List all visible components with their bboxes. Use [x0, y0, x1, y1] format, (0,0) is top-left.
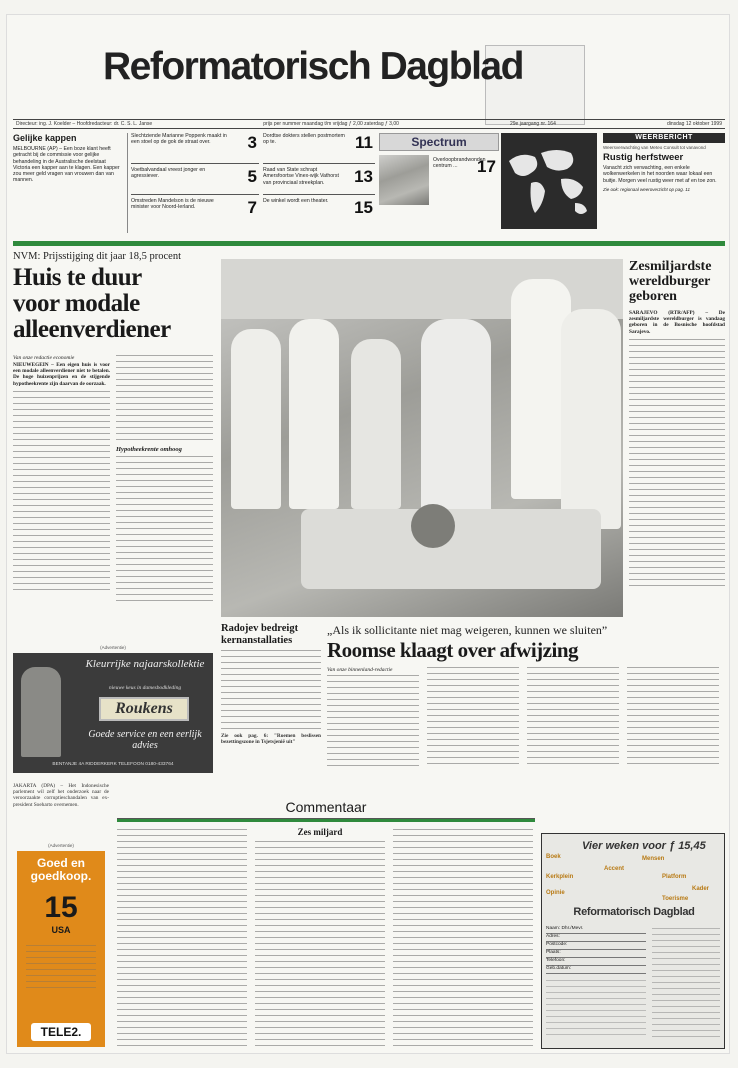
body-text-lines — [627, 667, 719, 767]
teaser-item[interactable] — [131, 164, 259, 194]
roomse-headline: Roomse klaagt over afwijzing — [327, 638, 578, 662]
body-text-lines — [116, 456, 213, 606]
weather-text: Vanacht zich verwachting, een enkele wolkenwerkelen in het noorden waar lokaal een buitje. Morgen veel rustig weer met af en toe zon. — [603, 165, 717, 184]
body-text-lines — [117, 829, 247, 1049]
ad-tele2-headline: Goed en goedkoop. — [30, 856, 92, 883]
teaser-strip — [13, 133, 725, 243]
divider — [127, 133, 128, 233]
ad-subscription-headline: Vier weken voor ƒ 15,45 — [582, 840, 706, 852]
teaser-item[interactable] — [263, 195, 375, 225]
body-text-lines — [13, 391, 110, 591]
body-text-lines — [393, 829, 533, 1049]
ad-address: BENTANJE 4A RIDDERKERK TELEFOON 0180-433764 — [52, 762, 174, 767]
headline-line: geboren — [629, 289, 677, 304]
ad-slogan: Goede service en een eerlijk advies — [88, 729, 202, 751]
photo-figure — [351, 339, 401, 509]
ad-subscription-brand: Reformatorisch Dagblad — [573, 906, 695, 918]
photo-figure — [231, 329, 281, 509]
main-byline: Van onze redactie economie — [13, 355, 75, 361]
ad-roukens-panel — [13, 653, 213, 773]
teaser-lead-title: Gelijke kappen — [13, 133, 77, 143]
main-headline — [13, 265, 213, 343]
roomse-quote: „Als ik sollicitante niet mag weigeren, kunnen we sluiten” — [327, 623, 608, 637]
headline-line: kernanstallaties — [221, 634, 293, 646]
volume-line: 29e jaargang nr. 164 — [509, 121, 556, 127]
weather-box — [603, 133, 725, 233]
body-text-lines — [255, 841, 385, 1049]
ad-word: Kerkplein — [546, 874, 574, 880]
teaser-column-1 — [131, 133, 259, 225]
body-text-lines — [527, 667, 619, 767]
teaser-item[interactable] — [263, 133, 375, 163]
spectrum-photo — [379, 155, 429, 205]
weather-title: Rustig herfstweer — [603, 152, 684, 163]
teaser-item-text: Dordtse dokters stellen postmortem op te. — [263, 133, 345, 146]
ad-script-title: Kleurrijke najaarskollektie — [85, 658, 205, 670]
body-text-lines — [629, 339, 725, 589]
ad-word: Platform — [662, 874, 687, 880]
spectrum-teaser[interactable] — [379, 133, 499, 229]
body-text-lines — [327, 675, 419, 767]
body-text-lines — [546, 980, 646, 1036]
photo-figure — [289, 319, 339, 509]
ad-roukens[interactable] — [13, 645, 213, 775]
director-line: Directeur: ing. J. Koelder – Hoofdredacteur: dr. C. S. L. Janse — [16, 121, 153, 127]
weather-footer: Zie ook: regionaal weeroverzicht op pag. 11 — [603, 186, 690, 192]
side-headline — [221, 623, 321, 646]
headline-line: alleenverdiener — [13, 316, 171, 343]
masthead-title: Reformatorisch Dagblad — [103, 45, 523, 88]
body-text-lines — [427, 667, 519, 767]
photo-figure — [421, 319, 491, 519]
photo-story — [629, 259, 725, 639]
teaser-item-page: 11 — [355, 133, 373, 152]
ad-model-photo — [21, 667, 61, 757]
ad-word: Opinie — [546, 890, 565, 896]
teaser-item-page: 17 — [477, 157, 496, 176]
ad-label: (Advertentie) — [100, 645, 126, 650]
teaser-item-page: 7 — [247, 198, 257, 217]
teaser-item[interactable] — [131, 133, 259, 163]
teaser-item-page: 3 — [247, 133, 257, 152]
teaser-item-text: Voetbalvandaal vreest jonger en agressiever. — [131, 167, 206, 180]
main-lead: NIEUWEGEIN – Een eigen huis is voor een modale alleenverdiener niet te betalen. De hoge huizenprijzen en de stijgende hypotheekrente zijn daarvan de oorzaak. — [13, 362, 110, 387]
date-line: dinsdag 12 oktober 1999 — [666, 121, 722, 127]
teaser-column-2 — [263, 133, 375, 225]
masthead — [7, 15, 730, 120]
weather-subline: Weersverwachting van Meteo Consult tot vanavond — [603, 145, 706, 150]
jakarta-brief — [13, 783, 109, 845]
side-article — [221, 623, 321, 773]
headline-line: Huis te duur — [13, 264, 142, 291]
teaser-item-text: De winkel wordt een theater. — [263, 198, 329, 204]
ad-tele2-number: 15 — [44, 891, 78, 924]
form-field[interactable]: Telefoon: — [546, 958, 646, 966]
commentaar-section — [117, 799, 535, 1051]
body-text-lines — [116, 355, 213, 443]
photo-mother — [411, 504, 455, 548]
main-subhead: Hypotheekrente omhoog — [116, 446, 182, 453]
body-text-lines — [652, 928, 720, 1040]
ad-word: Kader — [692, 886, 710, 892]
spectrum-label: Spectrum — [379, 133, 499, 151]
photo-story-lead: SARAJEVO (RTR/AFP) – De zesmiljardste wereldburger is vandaag geboren in de Bosnische hoofdstad Sarajevo. — [629, 310, 725, 335]
green-rule — [117, 819, 535, 822]
weather-map — [501, 133, 597, 229]
ad-tele2-panel — [17, 851, 105, 1047]
side-caption-ref: Zie ook pag. 6: "Roemen beslissen bezettingszone in Tsjetsjenië uit" — [221, 733, 321, 746]
teaser-item-page: 15 — [354, 198, 373, 217]
ad-tele2-country: USA — [51, 925, 71, 935]
roomse-byline: Van onze binnenland-redactie — [327, 667, 393, 673]
headline-line: wereldburger — [629, 274, 711, 289]
teaser-lead-text: MELBOURNE (AP) – Een boze klant heeft getracht bij de commissie voor gelijke behandeling in de Australische deelstaat Victoria een kapper aan te klagen. Een kapper zou meer geld vragen van vrouwen dan van mannen. — [13, 146, 120, 184]
ad-script-sub: nieuwe keus in damesbodkleding — [108, 685, 182, 691]
newspaper-page — [6, 14, 730, 1054]
main-kicker: NVM: Prijsstijging dit jaar 18,5 procent — [13, 251, 181, 262]
teaser-item[interactable] — [263, 164, 375, 194]
main-column-1 — [13, 355, 110, 591]
main-column-2 — [116, 355, 213, 606]
ad-brand-logo: Roukens — [99, 697, 189, 721]
ad-tele2[interactable] — [13, 843, 109, 1053]
photo-figure — [561, 309, 621, 529]
form-field[interactable]: Plaats: — [546, 950, 646, 958]
form-field[interactable]: Geb.datum: — [546, 966, 646, 974]
body-text-lines — [26, 945, 96, 991]
weather-header: WEERBERICHT — [603, 133, 725, 143]
main-article — [13, 251, 213, 636]
commentaar-label: Commentaar — [117, 799, 535, 819]
birth-photo — [221, 259, 623, 617]
ad-word: Mensen — [642, 856, 665, 862]
form-field[interactable]: Naam: Dhr./Mevr. — [546, 926, 646, 934]
green-rule — [13, 241, 725, 246]
commentaar-title: Zes miljard — [297, 827, 343, 837]
jakarta-text: JAKARTA (DPA) – Het Indonesische parlement wil zelf het onderzoek naar de veroorzaakte corruptieschandalen van ex-president Soeharto overnemen. — [13, 783, 109, 808]
ad-word: Accent — [604, 866, 625, 872]
headline-line: voor modale — [13, 290, 140, 317]
ad-subscription[interactable] — [541, 833, 725, 1049]
dateline-bar — [13, 119, 725, 129]
body-text-lines — [221, 650, 321, 730]
teaser-item[interactable] — [131, 195, 259, 225]
world-map-icon — [501, 133, 597, 229]
ad-word: Boek — [546, 854, 561, 860]
teaser-item-text: Omstreden Mandelson is de nieuwe minister voor Noord-Ierland. — [131, 198, 214, 211]
ad-tele2-logo: TELE2. — [31, 1023, 91, 1041]
teaser-item-text: Slechtziende Marianne Poppenk maakt in een stoel op de gok de straat over. — [131, 133, 227, 146]
teaser-item-text: Raad van State schrapt Amersfoortse Vinex-wijk Vathorst van provinciaal streekplan. — [263, 167, 339, 186]
price-line: prijs per nummer maandag t/m vrijdag ƒ 2,00 zaterdag ƒ 3,00 — [263, 121, 399, 127]
teaser-lead[interactable] — [13, 133, 123, 233]
subscription-form — [546, 926, 646, 1036]
teaser-item-page: 5 — [247, 167, 257, 186]
roomse-article — [327, 623, 725, 773]
headline-line: Zesmiljardste — [629, 259, 712, 274]
photo-story-headline — [629, 259, 725, 304]
ad-label: (Advertentie) — [48, 843, 74, 848]
ad-word: Toerisme — [662, 896, 689, 902]
teaser-item-text: Overloopbrandwonden centrum ... — [433, 157, 486, 170]
roomse-column — [327, 667, 419, 767]
headline-line: Radojev bedreigt — [221, 623, 299, 634]
form-field[interactable]: Postcode: — [546, 942, 646, 950]
teaser-item-page: 13 — [354, 167, 373, 186]
form-field[interactable]: Adres: — [546, 934, 646, 942]
